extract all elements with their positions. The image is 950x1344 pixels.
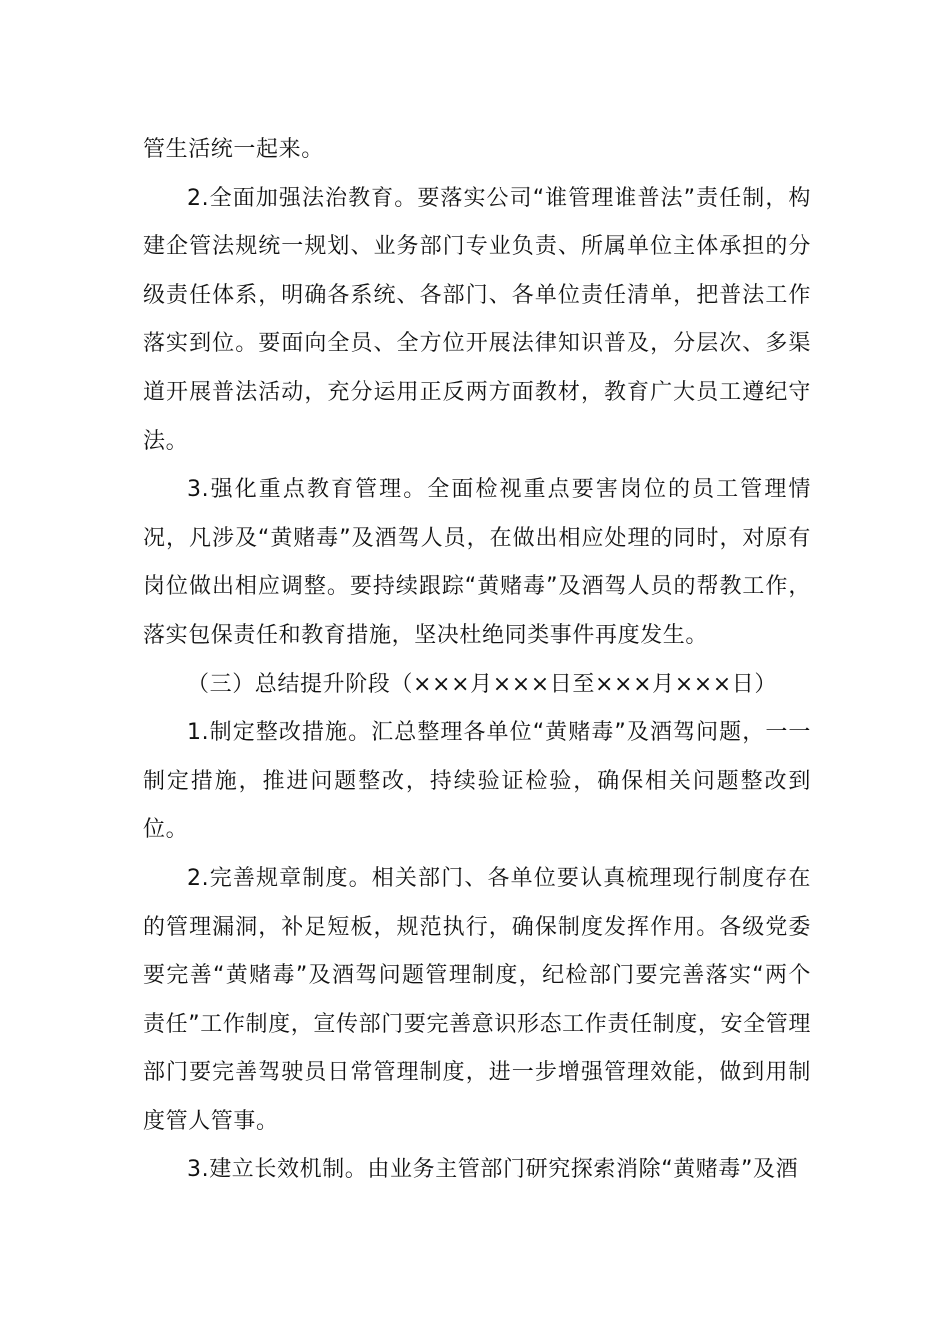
paragraph-legal-education: 2.全面加强法治教育。要落实公司“谁管理谁普法”责任制，构建企管法规统一规划、业务部门专业负责、所属单位主体承担的分级责任体系，明确各系统、各部门、各单位责任清单，把普法工作落实到位。要面向全员、全方位开展法律知识普及，分层次、多渠道开展普法活动，充分运用正反两方面教材，教育广大员工遵纪守法。 <box>143 185 811 454</box>
paragraph-rules-system: 2.完善规章制度。相关部门、各单位要认真梳理现行制度存在的管理漏洞，补足短板，规范执行，确保制度发挥作用。各级党委要完善“黄赌毒”及酒驾问题管理制度，纪检部门要完善落实“两个责任”工作制度，宣传部门要完善意识形态工作责任制度，安全管理部门要完善驾驶员日常管理制度，进一步增强管理效能，做到用制度管人管事。 <box>143 865 811 1134</box>
document-body <box>143 126 811 1195</box>
paragraph-continuation: 管生活统一起来。 <box>143 137 324 162</box>
paragraph-rectification-measures: 1.制定整改措施。汇总整理各单位“黄赌毒”及酒驾问题，一一制定措施，推进问题整改，持续验证检验，确保相关问题整改到位。 <box>143 720 811 843</box>
paragraph-key-management: 3.强化重点教育管理。全面检视重点要害岗位的员工管理情况，凡涉及“黄赌毒”及酒驾人员，在做出相应处理的同时，对原有岗位做出相应调整。要持续跟踪“黄赌毒”及酒驾人员的帮教工作，落实包保责任和教育措施，坚决杜绝同类事件再度发生。 <box>143 477 811 648</box>
section-heading-summary-stage: （三）总结提升阶段（×××月×××日至×××月×××日） <box>187 671 778 697</box>
paragraph-long-term-mechanism: 3.建立长效机制。由业务主管部门研究探索消除“黄赌毒”及酒 <box>187 1157 799 1183</box>
